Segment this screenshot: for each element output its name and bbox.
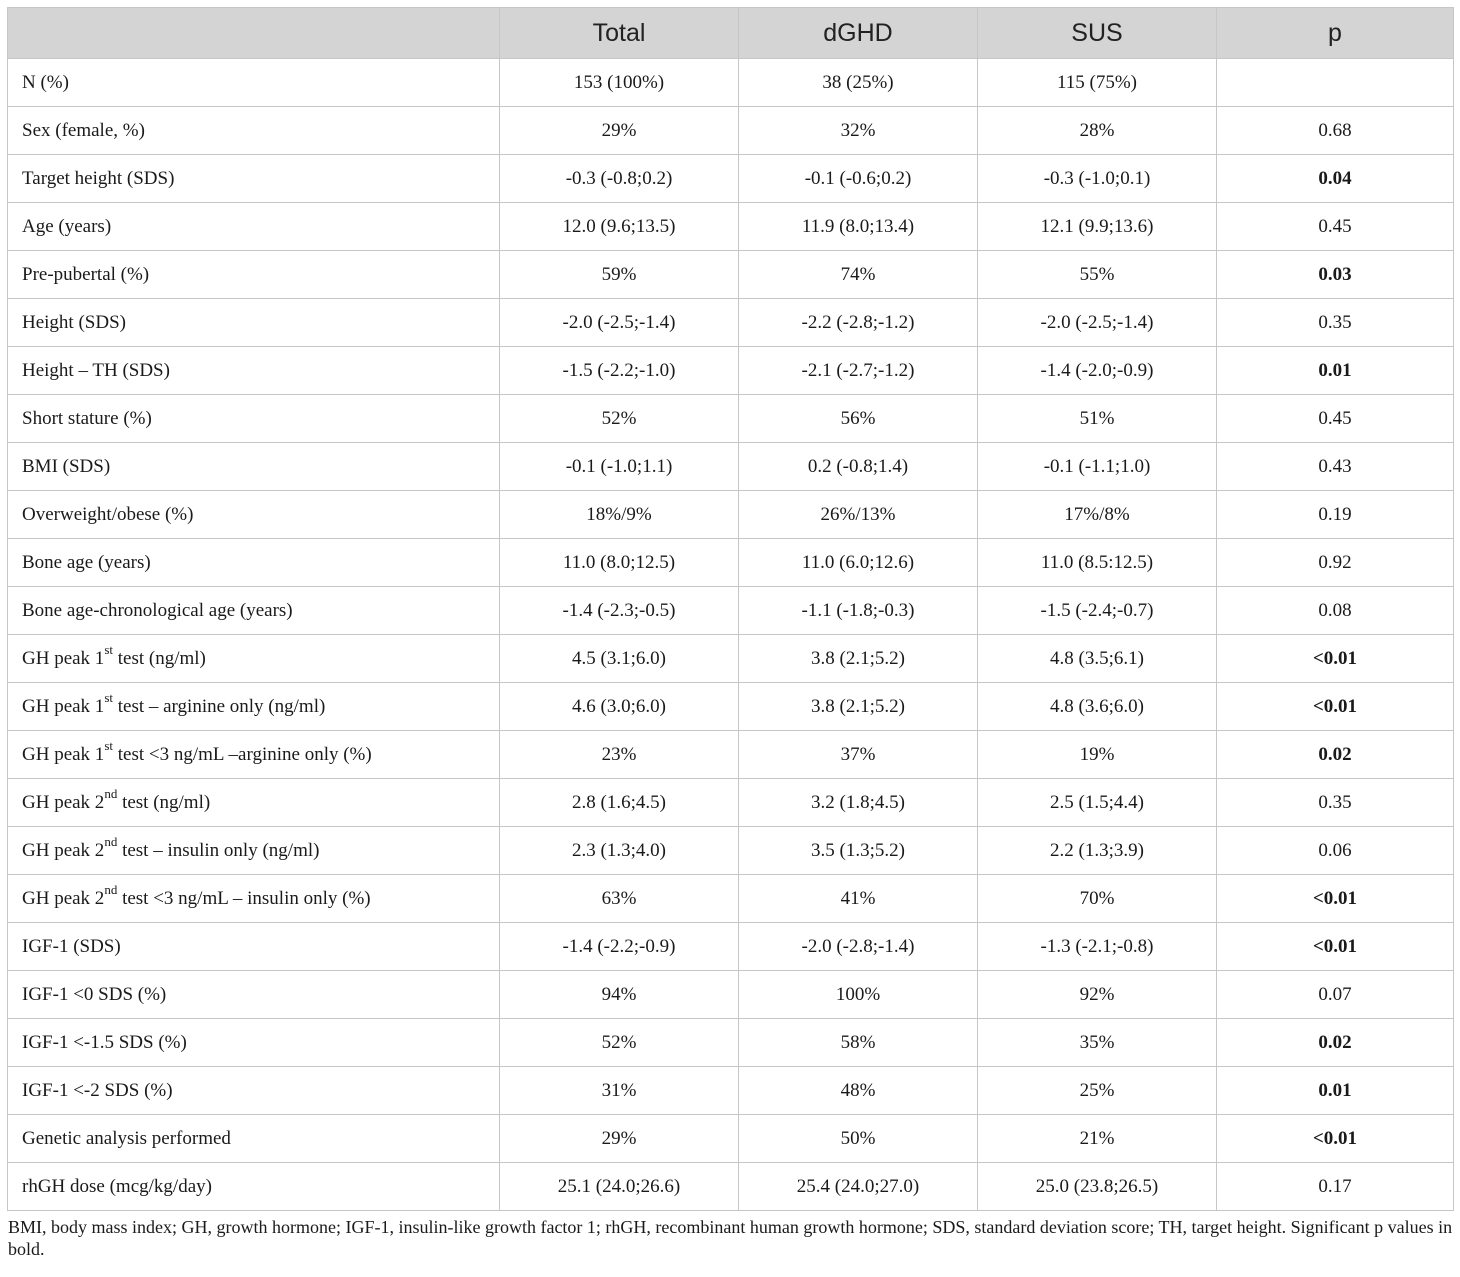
row-label — [8, 155, 500, 203]
cell-sus: 12.1 (9.9;13.6) — [978, 203, 1217, 251]
cell-dghd: -2.0 (-2.8;-1.4) — [739, 923, 978, 971]
row-label-text: GH peak 1 — [22, 647, 105, 669]
table-row — [8, 971, 1454, 1019]
cell-dghd: 3.8 (2.1;5.2) — [739, 635, 978, 683]
row-label — [8, 347, 500, 395]
row-label-text: GH peak 2 — [22, 839, 105, 861]
cell-sus: 51% — [978, 395, 1217, 443]
cell-dghd: 41% — [739, 875, 978, 923]
cell-p-value: 0.19 — [1217, 491, 1454, 539]
row-label — [8, 923, 500, 971]
row-label — [8, 299, 500, 347]
row-label-text: test – insulin only (ng/ml) — [117, 839, 320, 861]
cell-dghd: 3.5 (1.3;5.2) — [739, 827, 978, 875]
cell-p-value — [1217, 59, 1454, 107]
cell-sus: 19% — [978, 731, 1217, 779]
header-cell-sus: SUS — [978, 8, 1217, 59]
row-label-superscript: nd — [104, 834, 118, 850]
cell-dghd: -2.2 (-2.8;-1.2) — [739, 299, 978, 347]
cell-sus: 115 (75%) — [978, 59, 1217, 107]
cell-dghd: 37% — [739, 731, 978, 779]
table-row — [8, 923, 1454, 971]
cell-p-value: 0.08 — [1217, 587, 1454, 635]
cell-sus: 25% — [978, 1067, 1217, 1115]
cell-dghd: 11.9 (8.0;13.4) — [739, 203, 978, 251]
cell-p-value: <0.01 — [1217, 875, 1454, 923]
row-label-text: Height – TH (SDS) — [22, 359, 170, 381]
cell-p-value: 0.45 — [1217, 395, 1454, 443]
row-label — [8, 875, 500, 923]
cell-dghd: 0.2 (-0.8;1.4) — [739, 443, 978, 491]
cell-total: 11.0 (8.0;12.5) — [500, 539, 739, 587]
table-row — [8, 1019, 1454, 1067]
row-label-text: IGF-1 <-2 SDS (%) — [22, 1079, 173, 1101]
table-row — [8, 683, 1454, 731]
cell-p-value: 0.35 — [1217, 299, 1454, 347]
cell-p-value: 0.43 — [1217, 443, 1454, 491]
cell-dghd: 3.8 (2.1;5.2) — [739, 683, 978, 731]
cell-total: 2.3 (1.3;4.0) — [500, 827, 739, 875]
row-label — [8, 779, 500, 827]
table-row — [8, 395, 1454, 443]
cell-dghd: 25.4 (24.0;27.0) — [739, 1163, 978, 1211]
cell-p-value: 0.02 — [1217, 1019, 1454, 1067]
cell-sus: 17%/8% — [978, 491, 1217, 539]
row-label-text: Genetic analysis performed — [22, 1127, 231, 1149]
table-row — [8, 251, 1454, 299]
cell-sus: 2.5 (1.5;4.4) — [978, 779, 1217, 827]
cell-dghd: 3.2 (1.8;4.5) — [739, 779, 978, 827]
cell-total: 4.5 (3.1;6.0) — [500, 635, 739, 683]
cell-p-value: 0.45 — [1217, 203, 1454, 251]
row-label — [8, 395, 500, 443]
cell-total: 31% — [500, 1067, 739, 1115]
cell-p-value: 0.07 — [1217, 971, 1454, 1019]
table-row — [8, 203, 1454, 251]
row-label — [8, 731, 500, 779]
cell-sus: -2.0 (-2.5;-1.4) — [978, 299, 1217, 347]
cell-p-value: 0.17 — [1217, 1163, 1454, 1211]
row-label — [8, 539, 500, 587]
row-label-superscript: st — [104, 738, 113, 754]
cell-sus: 2.2 (1.3;3.9) — [978, 827, 1217, 875]
table-row — [8, 59, 1454, 107]
cell-total: 29% — [500, 1115, 739, 1163]
row-label — [8, 1163, 500, 1211]
cell-sus: 70% — [978, 875, 1217, 923]
row-label — [8, 59, 500, 107]
cell-sus: -0.3 (-1.0;0.1) — [978, 155, 1217, 203]
cell-total: 59% — [500, 251, 739, 299]
cell-p-value: 0.92 — [1217, 539, 1454, 587]
row-label — [8, 1115, 500, 1163]
cell-sus: 35% — [978, 1019, 1217, 1067]
cell-total: -0.1 (-1.0;1.1) — [500, 443, 739, 491]
cell-sus: 21% — [978, 1115, 1217, 1163]
row-label-text: test (ng/ml) — [112, 647, 206, 669]
cell-total: 52% — [500, 395, 739, 443]
cell-sus: 4.8 (3.6;6.0) — [978, 683, 1217, 731]
row-label — [8, 683, 500, 731]
cell-p-value: <0.01 — [1217, 635, 1454, 683]
cell-dghd: 50% — [739, 1115, 978, 1163]
table-row — [8, 347, 1454, 395]
row-label-text: GH peak 2 — [22, 887, 105, 909]
cell-dghd: 58% — [739, 1019, 978, 1067]
row-label-text: Bone age-chronological age (years) — [22, 599, 293, 621]
row-label-text: GH peak 2 — [22, 791, 105, 813]
row-label-text: IGF-1 <0 SDS (%) — [22, 983, 167, 1005]
cell-sus: -1.5 (-2.4;-0.7) — [978, 587, 1217, 635]
header-cell-p: p — [1217, 8, 1454, 59]
row-label — [8, 443, 500, 491]
row-label-text: test (ng/ml) — [117, 791, 211, 813]
row-label-text: IGF-1 <-1.5 SDS (%) — [22, 1031, 187, 1053]
cell-p-value: <0.01 — [1217, 683, 1454, 731]
row-label-text: Target height (SDS) — [22, 167, 175, 189]
cell-dghd: 56% — [739, 395, 978, 443]
table-header — [8, 8, 1454, 59]
cell-dghd: 11.0 (6.0;12.6) — [739, 539, 978, 587]
cell-total: -2.0 (-2.5;-1.4) — [500, 299, 739, 347]
cell-total: 94% — [500, 971, 739, 1019]
cell-dghd: -2.1 (-2.7;-1.2) — [739, 347, 978, 395]
cell-sus: 55% — [978, 251, 1217, 299]
cell-p-value: 0.02 — [1217, 731, 1454, 779]
table-row — [8, 587, 1454, 635]
row-label — [8, 971, 500, 1019]
cell-sus: -0.1 (-1.1;1.0) — [978, 443, 1217, 491]
table-row — [8, 827, 1454, 875]
row-label — [8, 1019, 500, 1067]
table-row — [8, 1067, 1454, 1115]
row-label-text: test <3 ng/mL – insulin only (%) — [117, 887, 371, 909]
row-label-text: Age (years) — [22, 215, 112, 237]
table-row — [8, 1115, 1454, 1163]
header-cell-label — [8, 8, 500, 59]
cell-p-value: 0.01 — [1217, 1067, 1454, 1115]
cell-dghd: -0.1 (-0.6;0.2) — [739, 155, 978, 203]
cell-total: 29% — [500, 107, 739, 155]
cell-p-value: 0.03 — [1217, 251, 1454, 299]
row-label-superscript: st — [104, 642, 113, 658]
cell-p-value: 0.06 — [1217, 827, 1454, 875]
cell-sus: 28% — [978, 107, 1217, 155]
cell-sus: 92% — [978, 971, 1217, 1019]
cell-total: 23% — [500, 731, 739, 779]
table-row — [8, 1163, 1454, 1211]
row-label — [8, 1067, 500, 1115]
cell-dghd: -1.1 (-1.8;-0.3) — [739, 587, 978, 635]
header-row — [8, 8, 1454, 59]
cell-sus: 25.0 (23.8;26.5) — [978, 1163, 1217, 1211]
cell-sus: -1.4 (-2.0;-0.9) — [978, 347, 1217, 395]
table-row — [8, 731, 1454, 779]
row-label — [8, 251, 500, 299]
row-label-text: test <3 ng/mL –arginine only (%) — [112, 743, 372, 765]
row-label-text: Bone age (years) — [22, 551, 151, 573]
table-row — [8, 491, 1454, 539]
cell-total: 25.1 (24.0;26.6) — [500, 1163, 739, 1211]
row-label-text: Short stature (%) — [22, 407, 152, 429]
row-label-superscript: nd — [104, 786, 118, 802]
cell-dghd: 48% — [739, 1067, 978, 1115]
table-body — [8, 59, 1454, 1211]
cell-p-value: <0.01 — [1217, 1115, 1454, 1163]
cell-total: 2.8 (1.6;4.5) — [500, 779, 739, 827]
document — [7, 7, 1453, 1260]
cell-sus: 11.0 (8.5:12.5) — [978, 539, 1217, 587]
table-row — [8, 443, 1454, 491]
header-cell-total: Total — [500, 8, 739, 59]
row-label-text: BMI (SDS) — [22, 455, 111, 477]
row-label-superscript: nd — [104, 882, 118, 898]
cell-p-value: 0.35 — [1217, 779, 1454, 827]
table-row — [8, 635, 1454, 683]
table-row — [8, 779, 1454, 827]
cell-p-value: 0.04 — [1217, 155, 1454, 203]
row-label — [8, 107, 500, 155]
row-label-text: test – arginine only (ng/ml) — [112, 695, 326, 717]
cell-p-value: 0.68 — [1217, 107, 1454, 155]
cell-p-value: <0.01 — [1217, 923, 1454, 971]
row-label-text: rhGH dose (mcg/kg/day) — [22, 1175, 212, 1197]
baseline-characteristics-table — [7, 7, 1454, 1211]
cell-total: 153 (100%) — [500, 59, 739, 107]
table-row — [8, 155, 1454, 203]
row-label — [8, 203, 500, 251]
cell-sus: -1.3 (-2.1;-0.8) — [978, 923, 1217, 971]
table-row — [8, 299, 1454, 347]
cell-dghd: 100% — [739, 971, 978, 1019]
row-label-text: IGF-1 (SDS) — [22, 935, 121, 957]
table-footnote: BMI, body mass index; GH, growth hormone; IGF-1, insulin-like growth factor 1; rhGH, recombinant human growth hormone; SDS, standard deviation score; TH, target height. Significant p values in bold. — [8, 1217, 1453, 1259]
cell-total: 12.0 (9.6;13.5) — [500, 203, 739, 251]
row-label-text: Overweight/obese (%) — [22, 503, 194, 525]
header-cell-dghd: dGHD — [739, 8, 978, 59]
row-label-text: GH peak 1 — [22, 695, 105, 717]
cell-total: 63% — [500, 875, 739, 923]
row-label-text: Height (SDS) — [22, 311, 126, 333]
cell-total: -0.3 (-0.8;0.2) — [500, 155, 739, 203]
table-row — [8, 539, 1454, 587]
row-label-text: N (%) — [22, 71, 69, 93]
row-label — [8, 491, 500, 539]
cell-total: -1.5 (-2.2;-1.0) — [500, 347, 739, 395]
cell-dghd: 32% — [739, 107, 978, 155]
row-label — [8, 827, 500, 875]
row-label-text: Pre-pubertal (%) — [22, 263, 150, 285]
cell-dghd: 26%/13% — [739, 491, 978, 539]
row-label-text: GH peak 1 — [22, 743, 105, 765]
cell-dghd: 38 (25%) — [739, 59, 978, 107]
cell-total: 52% — [500, 1019, 739, 1067]
cell-sus: 4.8 (3.5;6.1) — [978, 635, 1217, 683]
table-row — [8, 875, 1454, 923]
cell-total: 18%/9% — [500, 491, 739, 539]
row-label — [8, 635, 500, 683]
cell-dghd: 74% — [739, 251, 978, 299]
cell-total: -1.4 (-2.3;-0.5) — [500, 587, 739, 635]
cell-total: 4.6 (3.0;6.0) — [500, 683, 739, 731]
row-label — [8, 587, 500, 635]
table-row — [8, 107, 1454, 155]
row-label-text: Sex (female, %) — [22, 119, 145, 141]
cell-total: -1.4 (-2.2;-0.9) — [500, 923, 739, 971]
row-label-superscript: st — [104, 690, 113, 706]
cell-p-value: 0.01 — [1217, 347, 1454, 395]
